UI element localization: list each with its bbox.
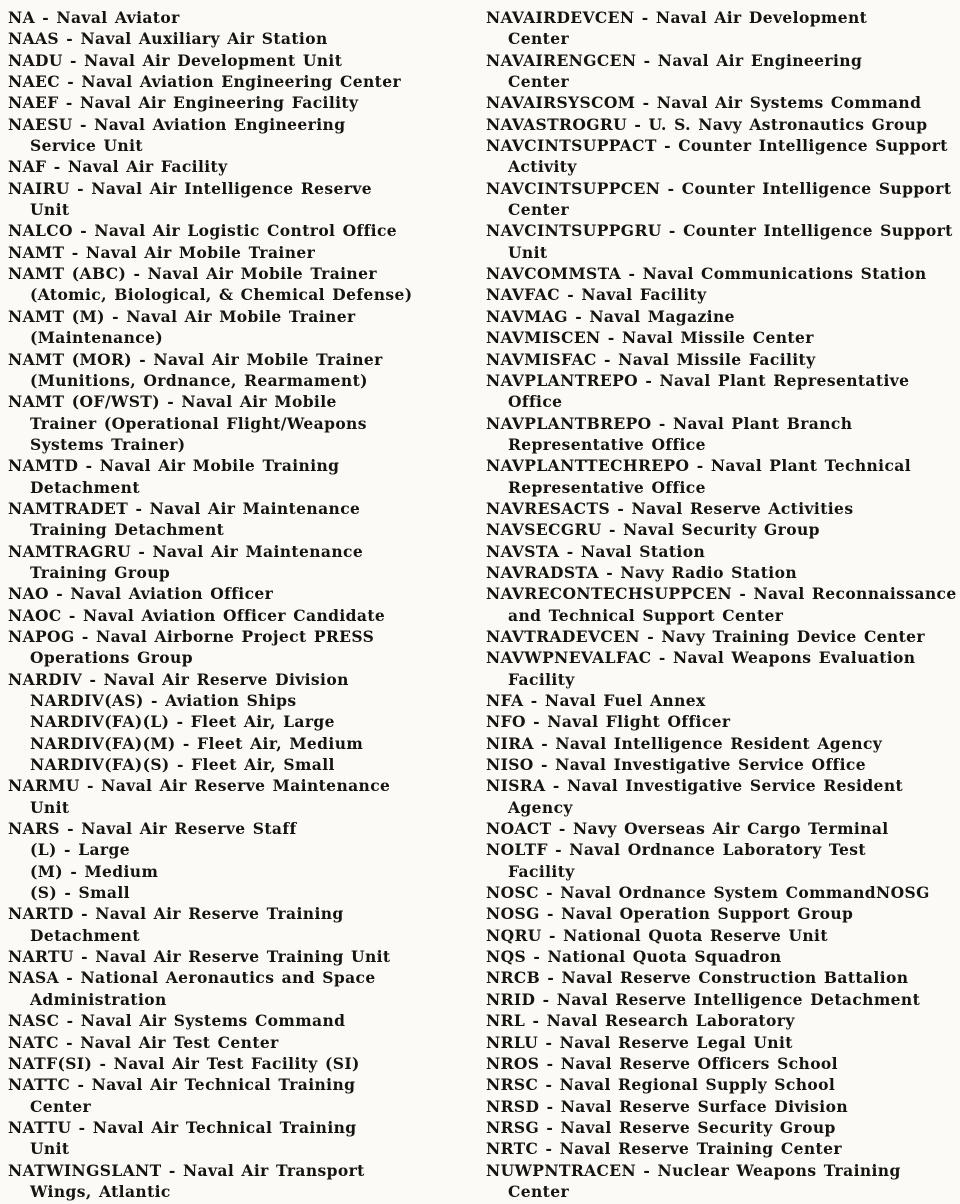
glossary-entry-line: NAVAIRDEVCEN - Naval Air Development xyxy=(486,8,868,27)
glossary-continuation-line: Center xyxy=(508,1181,570,1201)
glossary-entry-line: NAVMAG - Naval Magazine xyxy=(486,306,735,326)
glossary-entry-line: NAMT (M) - Naval Air Mobile Trainer xyxy=(8,306,356,326)
glossary-entry-line: NAVWPNEVALFAC - Naval Weapons Evaluation xyxy=(486,648,916,668)
glossary-entry-line: NISRA - Naval Investigative Service Resident xyxy=(486,776,904,796)
glossary-entry-line: NAVRECONTECHSUPPCEN - Naval Reconnaissance xyxy=(486,584,957,604)
glossary-continuation-line: (Munitions, Ordnance, Rearmament) xyxy=(30,370,368,390)
glossary-continuation-line: Operations Group xyxy=(30,648,193,668)
glossary-continuation-line: Unit xyxy=(30,1139,70,1159)
glossary-entry-line: NAOC - Naval Aviation Officer Candidate xyxy=(8,605,386,625)
glossary-entry-line: NAVTRADEVCEN - Navy Training Device Center xyxy=(486,626,925,646)
glossary-continuation-line: NARDIV(FA)(L) - Fleet Air, Large xyxy=(30,712,335,732)
glossary-continuation-line: Training Detachment xyxy=(30,520,225,540)
glossary-entry-line: NAVSTA - Naval Station xyxy=(486,541,706,561)
glossary-entry-line: NARDIV - Naval Air Reserve Division xyxy=(8,669,349,689)
glossary-entry-line: NOSG - Naval Operation Support Group xyxy=(486,904,854,924)
glossary-entry-line: NARTU - Naval Air Reserve Training Unit xyxy=(8,947,391,967)
glossary-entry-line: NAEC - Naval Aviation Engineering Center xyxy=(8,72,402,92)
glossary-entry-line: NAEF - Naval Air Engineering Facility xyxy=(8,93,359,113)
glossary-entry-line: NAVMISCEN - Naval Missile Center xyxy=(486,328,814,348)
glossary-continuation-line: NARDIV(AS) - Aviation Ships xyxy=(30,691,297,710)
glossary-entry-line: NAESU - Naval Aviation Engineering xyxy=(8,114,346,134)
glossary-entry-line: NAVAIRSYSCOM - Naval Air Systems Command xyxy=(486,93,922,113)
glossary-entry-line: NA - Naval Aviator xyxy=(8,8,180,27)
glossary-continuation-line: Center xyxy=(508,200,570,220)
glossary-entry-line: NAVPLANTBREPO - Naval Plant Branch xyxy=(486,413,853,433)
glossary-continuation-line: Trainer (Operational Flight/Weapons xyxy=(30,413,367,433)
glossary-entry-line: NAVPLANTTECHREPO - Naval Plant Technical xyxy=(486,456,912,476)
glossary-entry-line: NOACT - Navy Overseas Air Cargo Terminal xyxy=(486,819,889,839)
glossary-entry-line: NAVFAC - Naval Facility xyxy=(486,285,707,305)
glossary-continuation-line: Activity xyxy=(508,157,577,177)
glossary-entry-line: NAVCINTSUPPGRU - Counter Intelligence Support xyxy=(486,221,953,241)
glossary-continuation-line: Center xyxy=(508,29,570,49)
glossary-entry-line: NARTD - Naval Air Reserve Training xyxy=(8,904,344,924)
glossary-continuation-line: Facility xyxy=(508,861,575,881)
glossary-entry-line: NATF(SI) - Naval Air Test Facility (SI) xyxy=(8,1053,360,1073)
glossary-entry-line: NRTC - Naval Reserve Training Center xyxy=(486,1139,842,1159)
glossary-entry-line: NRLU - Naval Reserve Legal Unit xyxy=(486,1032,793,1052)
glossary-continuation-line: Agency xyxy=(508,797,573,817)
glossary-entry-line: NAVAIRENGCEN - Naval Air Engineering xyxy=(486,50,863,70)
glossary-continuation-line: Service Unit xyxy=(30,136,143,156)
glossary-entry-line: NAVASTROGRU - U. S. Navy Astronautics Group xyxy=(486,114,928,134)
glossary-entry-line: NRSC - Naval Regional Supply School xyxy=(486,1075,836,1095)
glossary-entry-line: NATC - Naval Air Test Center xyxy=(8,1032,279,1052)
glossary-entry-line: NOSC - Naval Ordnance System CommandNOSG xyxy=(486,883,930,903)
glossary-entry-line: NAVCINTSUPPCEN - Counter Intelligence Support xyxy=(486,178,952,198)
glossary-continuation-line: Unit xyxy=(30,200,70,220)
glossary-continuation-line: Unit xyxy=(508,242,548,262)
glossary-entry-line: NAVMISFAC - Naval Missile Facility xyxy=(486,349,816,369)
glossary-entry-line: NRSD - Naval Reserve Surface Division xyxy=(486,1096,848,1116)
glossary-entry-line: NQRU - National Quota Reserve Unit xyxy=(486,925,828,945)
glossary-continuation-line: (M) - Medium xyxy=(30,861,159,881)
glossary-entry-line: NQS - National Quota Squadron xyxy=(486,947,782,967)
glossary-entry-line: NAMT (MOR) - Naval Air Mobile Trainer xyxy=(8,349,383,369)
glossary-continuation-line: Systems Trainer) xyxy=(30,434,186,454)
glossary-continuation-line: Detachment xyxy=(30,477,140,497)
glossary-entry-line: NUWPNTRACEN - Nuclear Weapons Training xyxy=(486,1160,901,1180)
glossary-entry-line: NRCB - Naval Reserve Construction Battalion xyxy=(486,968,909,988)
glossary-entry-line: NOLTF - Naval Ordnance Laboratory Test xyxy=(486,840,866,860)
glossary-entry-line: NAVCOMMSTA - Naval Communications Station xyxy=(486,264,927,284)
glossary-entry-line: NASC - Naval Air Systems Command xyxy=(8,1011,346,1031)
glossary-continuation-line: and Technical Support Center xyxy=(508,605,784,625)
glossary-entry-line: NRL - Naval Research Laboratory xyxy=(486,1011,795,1031)
glossary-entry-line: NAAS - Naval Auxiliary Air Station xyxy=(8,29,328,49)
glossary-entry-line: NAMTD - Naval Air Mobile Training xyxy=(8,456,340,476)
glossary-entry-line: NALCO - Naval Air Logistic Control Office xyxy=(8,221,398,241)
glossary-continuation-line: Representative Office xyxy=(508,434,706,454)
glossary-entry-line: NATTU - Naval Air Technical Training xyxy=(8,1117,357,1137)
glossary-entry-line: NARS - Naval Air Reserve Staff xyxy=(8,819,297,839)
glossary-entry-line: NAMT (ABC) - Naval Air Mobile Trainer xyxy=(8,264,377,284)
glossary-entry-line: NATTC - Naval Air Technical Training xyxy=(8,1075,356,1095)
glossary-entry-line: NADU - Naval Air Development Unit xyxy=(8,50,343,70)
glossary-continuation-line: Unit xyxy=(30,797,70,817)
glossary-continuation-line: Training Group xyxy=(30,562,171,582)
glossary-continuation-line: (Atomic, Biological, & Chemical Defense) xyxy=(30,285,413,305)
glossary-entry-line: NAMTRAGRU - Naval Air Maintenance xyxy=(8,541,364,561)
glossary-continuation-line: Center xyxy=(508,72,570,92)
glossary-entry-line: NATWINGSLANT - Naval Air Transport xyxy=(8,1160,365,1180)
glossary-continuation-line: Center xyxy=(30,1096,92,1116)
glossary-entry-line: NISO - Naval Investigative Service Office xyxy=(486,755,866,775)
glossary-entry-line: NARMU - Naval Air Reserve Maintenance xyxy=(8,776,391,796)
glossary-continuation-line: Administration xyxy=(30,989,167,1009)
glossary-entry-line: NAPOG - Naval Airborne Project PRESS xyxy=(8,626,375,646)
glossary-continuation-line: (L) - Large xyxy=(30,840,130,860)
glossary-entry-line: NAIRU - Naval Air Intelligence Reserve xyxy=(8,178,373,198)
glossary-entry-line: NRID - Naval Reserve Intelligence Detachment xyxy=(486,989,921,1009)
glossary-entry-line: NAVRADSTA - Navy Radio Station xyxy=(486,562,797,582)
glossary-continuation-line: NARDIV(FA)(M) - Fleet Air, Medium xyxy=(30,733,364,753)
glossary-entry-line: NRSG - Naval Reserve Security Group xyxy=(486,1117,836,1137)
glossary-continuation-line: NARDIV(FA)(S) - Fleet Air, Small xyxy=(30,755,335,775)
glossary-continuation-line: Wings, Atlantic xyxy=(30,1181,171,1201)
glossary-entry-line: NAVRESACTS - Naval Reserve Activities xyxy=(486,498,854,518)
glossary-entry-line: NAMT - Naval Air Mobile Trainer xyxy=(8,242,316,262)
glossary-continuation-line: Representative Office xyxy=(508,477,706,497)
glossary-entry-line: NAVPLANTREPO - Naval Plant Representative xyxy=(486,370,910,390)
glossary-entry-line: NASA - National Aeronautics and Space xyxy=(8,968,376,988)
glossary-continuation-line: Office xyxy=(508,392,563,412)
glossary-entry-line: NFA - Naval Fuel Annex xyxy=(486,691,706,710)
glossary-entry-line: NROS - Naval Reserve Officers School xyxy=(486,1053,838,1073)
glossary-entry-line: NAVCINTSUPPACT - Counter Intelligence Support xyxy=(486,136,948,156)
glossary-entry-line: NFO - Naval Flight Officer xyxy=(486,712,731,732)
glossary-continuation-line: Detachment xyxy=(30,925,140,945)
glossary-entry-line: NAF - Naval Air Facility xyxy=(8,157,228,177)
glossary-column-left xyxy=(8,7,486,1204)
glossary-continuation-line: (Maintenance) xyxy=(30,328,164,348)
glossary-column-right xyxy=(486,7,960,1204)
glossary-continuation-line: Facility xyxy=(508,669,575,689)
glossary-entry-line: NAMTRADET - Naval Air Maintenance xyxy=(8,498,361,518)
glossary-continuation-line: (S) - Small xyxy=(30,883,130,903)
glossary-entry-line: NIRA - Naval Intelligence Resident Agency xyxy=(486,733,883,753)
glossary-entry-line: NAO - Naval Aviation Officer xyxy=(8,584,274,604)
glossary-entry-line: NAVSECGRU - Naval Security Group xyxy=(486,520,820,540)
glossary-entry-line: NAMT (OF/WST) - Naval Air Mobile xyxy=(8,392,337,412)
